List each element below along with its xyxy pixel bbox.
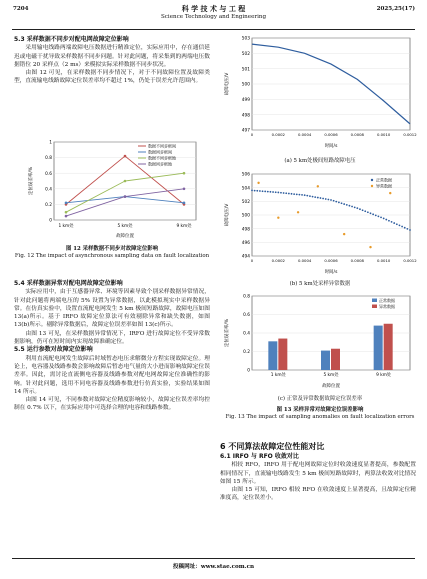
page-header [0, 2, 427, 28]
section-5-4-title: 5.4 采样数据异常对配电网故障定位影响 [14, 280, 123, 287]
legend-entry: 异常数据 [379, 304, 395, 309]
x-tick-label: 0.0008 [350, 132, 364, 137]
normal-data-point [354, 206, 356, 208]
normal-data-point [317, 197, 319, 199]
normal-data-point [283, 192, 285, 194]
normal-data-point [259, 190, 261, 192]
normal-data-point [330, 199, 332, 201]
legend-entry: 数据同步极间 [148, 149, 172, 155]
x-tick-label: 9 km处 [176, 224, 192, 229]
y-axis-label: 定位误差率/% [29, 166, 34, 196]
normal-data-point [306, 195, 308, 197]
bar [374, 326, 383, 370]
normal-data-point [325, 198, 327, 200]
normal-data-point [262, 190, 264, 192]
normal-data-point [285, 192, 287, 194]
normal-data-point [351, 206, 353, 208]
x-tick-label: 0.0012 [403, 258, 417, 263]
left-column-top [14, 36, 210, 86]
y-tick-label: 0.2 [243, 350, 250, 356]
normal-data-point [396, 223, 398, 225]
header-rule [12, 29, 415, 30]
normal-data-point [380, 216, 382, 218]
normal-data-point [335, 201, 337, 203]
x-tick-label: 0 [250, 132, 254, 137]
anomaly-data-point [343, 233, 345, 235]
y-tick-label: 496 [241, 240, 250, 246]
normal-data-point [254, 190, 256, 192]
legend-entry: 异常数据 [376, 183, 392, 189]
normal-data-point [322, 198, 324, 200]
x-tick-label: 0.0008 [350, 258, 364, 263]
normal-data-point [304, 194, 306, 196]
normal-data-point [406, 228, 408, 230]
normal-data-point [314, 196, 316, 198]
normal-data-point [364, 210, 366, 212]
normal-data-point [275, 191, 277, 193]
volume-info: 2025,25(17) [376, 6, 415, 12]
fig13a-chart [222, 32, 418, 158]
legend-swatch [372, 299, 377, 303]
section-5-5-title: 5.5 运行参数对故障定位影响 [14, 346, 93, 354]
x-tick-label: 0.0002 [271, 258, 285, 263]
data-point [65, 211, 68, 214]
y-tick-label: 503 [241, 36, 250, 42]
anomaly-data-point [317, 185, 319, 187]
normal-data-point [264, 191, 266, 193]
fig13b-caption: (b) 5 km处采样异常数据 [289, 281, 351, 287]
normal-data-point [293, 193, 295, 195]
y-tick-label: 500 [241, 213, 250, 219]
anomaly-data-point [369, 246, 371, 248]
section-5-4-para-1: 实际应用中，由于互感器异常、环境等因素导致个别采样数据异常情况，针对此问题将两端电压的 5% 设置为异常数据，以此模拟现实中采样数据异常。在仿真实验中，设置直流配电网发生 5 km 极间短路故障，故障电压如图 13(a)所示。基于 IRFO 故障定位算法可有效剔除异常和缺失数据，如图 13(b)所示。剔除异常数据后，故障定位误差率如图 13(c)所示。 [14, 289, 210, 329]
y-tick-label: 0.4 [45, 187, 52, 193]
y-tick-label: 502 [241, 51, 250, 57]
y-axis-label: 定位误差率/% [225, 318, 230, 348]
series-line [66, 173, 184, 212]
normal-data-point [388, 220, 390, 222]
normal-data-point [359, 208, 361, 210]
normal-data-point [291, 193, 293, 195]
normal-data-point [409, 229, 411, 231]
fig13-caption [222, 407, 418, 421]
bar [331, 349, 340, 370]
normal-data-point [404, 227, 406, 229]
data-point [183, 202, 186, 205]
legend-entry: 正常数据 [379, 298, 395, 303]
y-tick-label: 498 [241, 113, 250, 119]
journal-title-cn: 科 学 技 术 与 工 程 [181, 4, 246, 13]
normal-data-point [301, 194, 303, 196]
normal-data-point [299, 194, 301, 196]
normal-data-point [343, 203, 345, 205]
normal-data-point [312, 196, 314, 198]
x-tick-label: 0.0010 [377, 258, 391, 263]
y-axis-label: 故障电压/V [225, 72, 230, 96]
section-6-1-para-1: 相较 RFO，IRFO 用于配电网故障定位时收敛速度显著提高，参数配置相同情况下，直流输电线路发生 5 km 极间短路故障时，两算法收敛对比情况如图 15 所示。 [220, 462, 416, 485]
y-tick-label: 0.8 [45, 156, 52, 162]
fig13-caption-cn: 图 13 采样异常对故障定位误差影响 [276, 407, 364, 413]
y-tick-label: 506 [241, 172, 250, 178]
x-tick-label: 1 km处 [270, 373, 286, 378]
x-tick-label: 0.0004 [298, 258, 312, 263]
data-point [183, 172, 186, 175]
normal-data-point [327, 199, 329, 201]
y-tick-label: 0.2 [45, 203, 52, 208]
normal-data-point [356, 207, 358, 209]
y-tick-label: 0.6 [243, 313, 250, 319]
footer-url: 投稿网址：www.stae.com.cn [172, 564, 255, 570]
anomaly-data-point [389, 192, 391, 194]
section-5-5-para-1: 利用直流配电网发生故障后时域暂态电压求解微分方程实现故障定位。理论上，电容器及线路参数会影响故障后暂态电气量的大小进而影响故障定位误差率。因此，需讨论直流侧电容器及线路参数对配电网故障定位准确性的影响。针对此问题，选用不同电容器及线路参数进行仿真实验，实验结果如图 14 所示。 [14, 355, 210, 395]
normal-data-point [251, 190, 253, 192]
fig12-caption-cn: 图 12 采样数据不同步对故障定位影响 [65, 246, 159, 252]
normal-data-point [341, 202, 343, 204]
anomaly-data-point [257, 182, 259, 184]
legend-swatch [372, 305, 377, 309]
normal-data-point [270, 191, 272, 193]
x-tick-label: 0.0006 [324, 258, 338, 263]
data-point [124, 155, 127, 158]
normal-data-point [349, 205, 351, 207]
fig13c-chart [222, 290, 418, 398]
section-5-3-para-1: 采用输电线路两端故障电压数据进行精准定位，实际应用中，存在通信延迟或电磁干扰导致采样数据不同步问题。针对此问题，将采集到的两端电压数据错位 20 采样点（2 ms）来模拟实际采样数据不同步状况。 [14, 45, 210, 68]
bar [384, 324, 393, 370]
normal-data-point [385, 219, 387, 221]
legend-entry: 数据不同步极地 [148, 155, 176, 161]
legend-entry: 正常数据 [376, 177, 392, 183]
normal-data-point [378, 215, 380, 217]
y-tick-label: 0.6 [45, 171, 52, 177]
normal-data-point [277, 192, 279, 194]
fig13c-caption: (c) 正常及异常数据故障定位误差率 [277, 396, 363, 402]
y-tick-label: 1 [49, 140, 52, 146]
normal-data-point [375, 214, 377, 216]
x-tick-label: 0.0004 [298, 132, 312, 137]
legend-entry: 数据同步极地 [148, 161, 172, 167]
x-tick-label: 0.0010 [377, 132, 391, 137]
x-tick-label: 1 km处 [58, 224, 74, 229]
y-tick-label: 0 [247, 368, 250, 374]
section-5-4-para-2: 由图 13 可见，在采样数据异常情况下，IRFO 进行故障定位不受异常数据影响，仍可在短时间内实现故障准确定位。 [14, 330, 210, 346]
data-point [124, 180, 127, 183]
section-6-title: 6 不同算法故障定位性能对比 [220, 442, 325, 451]
normal-data-point [346, 204, 348, 206]
normal-data-point [267, 191, 269, 193]
x-tick-label: 0 [250, 258, 254, 263]
bar [278, 339, 287, 370]
normal-data-point [320, 197, 322, 199]
normal-data-point [296, 193, 298, 195]
normal-data-point [362, 209, 364, 211]
fig13-caption-en: Fig. 13 The impact of sampling anomalies on fault localization errors [225, 414, 415, 421]
journal-title-en: Science Technology and Engineering [160, 14, 267, 20]
normal-data-point [399, 224, 401, 226]
normal-data-point [372, 213, 374, 215]
section-6-1-para-2: 由图 15 可知，IRFO 相较 RFO 在收敛速度上显著提高，且故障定位精准度高，定位误差小。 [220, 487, 416, 502]
normal-data-point [401, 226, 403, 228]
bar [268, 341, 277, 370]
normal-data-point [309, 195, 311, 197]
x-tick-label: 0.0006 [324, 132, 338, 137]
normal-data-point [367, 211, 369, 213]
legend-entry: 数据不同步极间 [148, 143, 176, 149]
normal-data-point [383, 218, 385, 220]
right-column-text [220, 440, 416, 503]
anomaly-data-point [277, 217, 279, 219]
x-tick-label: 5 km处 [117, 224, 133, 229]
normal-data-point [288, 193, 290, 195]
x-axis-label: 时间/s [324, 270, 338, 275]
y-tick-label: 494 [241, 254, 250, 260]
y-tick-label: 0.4 [243, 331, 250, 337]
normal-data-point [272, 191, 274, 193]
y-tick-label: 497 [241, 128, 250, 134]
y-tick-label: 0 [49, 218, 52, 224]
page-number: 7204 [13, 6, 29, 12]
y-tick-label: 502 [241, 199, 250, 205]
normal-data-point [393, 222, 395, 224]
y-axis-label: 故障电压/V [225, 203, 230, 227]
section-5-5-para-2: 由图 14 可见，不同参数对故障定位精度影响较小，故障定位误差率均控制在 0.7% 以下，在实际应用中可选择合理的电容和线路参数。 [14, 397, 210, 412]
x-tick-label: 5 km处 [323, 373, 339, 378]
section-5-3-title: 5.3 采样数据不同步对配电网故障定位影响 [14, 36, 129, 43]
data-point [183, 188, 186, 191]
anomaly-data-point [297, 211, 299, 213]
y-tick-label: 501 [241, 67, 250, 73]
y-tick-label: 500 [241, 82, 250, 88]
legend-swatch [371, 179, 373, 181]
bar [321, 351, 330, 370]
data-point [65, 202, 68, 205]
y-tick-label: 0.8 [243, 294, 250, 300]
x-axis-label: 故障位置 [116, 234, 134, 239]
normal-data-point [338, 202, 340, 204]
left-column-bottom [14, 280, 210, 413]
y-tick-label: 499 [241, 97, 250, 103]
x-tick-label: 0.0002 [271, 132, 285, 137]
normal-data-point [256, 190, 258, 192]
x-axis-label: 故障位置 [322, 384, 340, 389]
normal-data-point [280, 192, 282, 194]
footer-rule [12, 558, 415, 559]
legend-swatch [371, 185, 373, 187]
normal-data-point [333, 200, 335, 202]
y-tick-label: 498 [241, 227, 250, 233]
x-tick-label: 9 km处 [376, 373, 392, 378]
x-axis-label: 时间/s [324, 144, 338, 149]
section-5-3-para-2: 由图 12 可见，在采样数据不同步情况下，对于不同故障位置及故障类型，直流输电线路故障定位误差率均不超过 1%，仍处于误差允许范围内。 [14, 70, 210, 85]
fig12-chart [26, 136, 206, 244]
normal-data-point [391, 221, 393, 223]
data-point [65, 215, 68, 218]
fig12-caption [14, 246, 210, 260]
normal-data-point [370, 212, 372, 214]
data-point [124, 195, 127, 198]
y-tick-label: 504 [241, 186, 250, 192]
section-6-1-title: 6.1 IRFO 与 RFO 收敛对比 [220, 453, 299, 460]
x-tick-label: 0.0012 [403, 132, 417, 137]
fig12-caption-en: Fig. 12 The impact of asynchronous sampling data on fault localization [14, 253, 210, 260]
fig13b-chart [222, 168, 418, 282]
fig13a-caption: (a) 5 km处极间短路故障电压 [284, 158, 356, 164]
